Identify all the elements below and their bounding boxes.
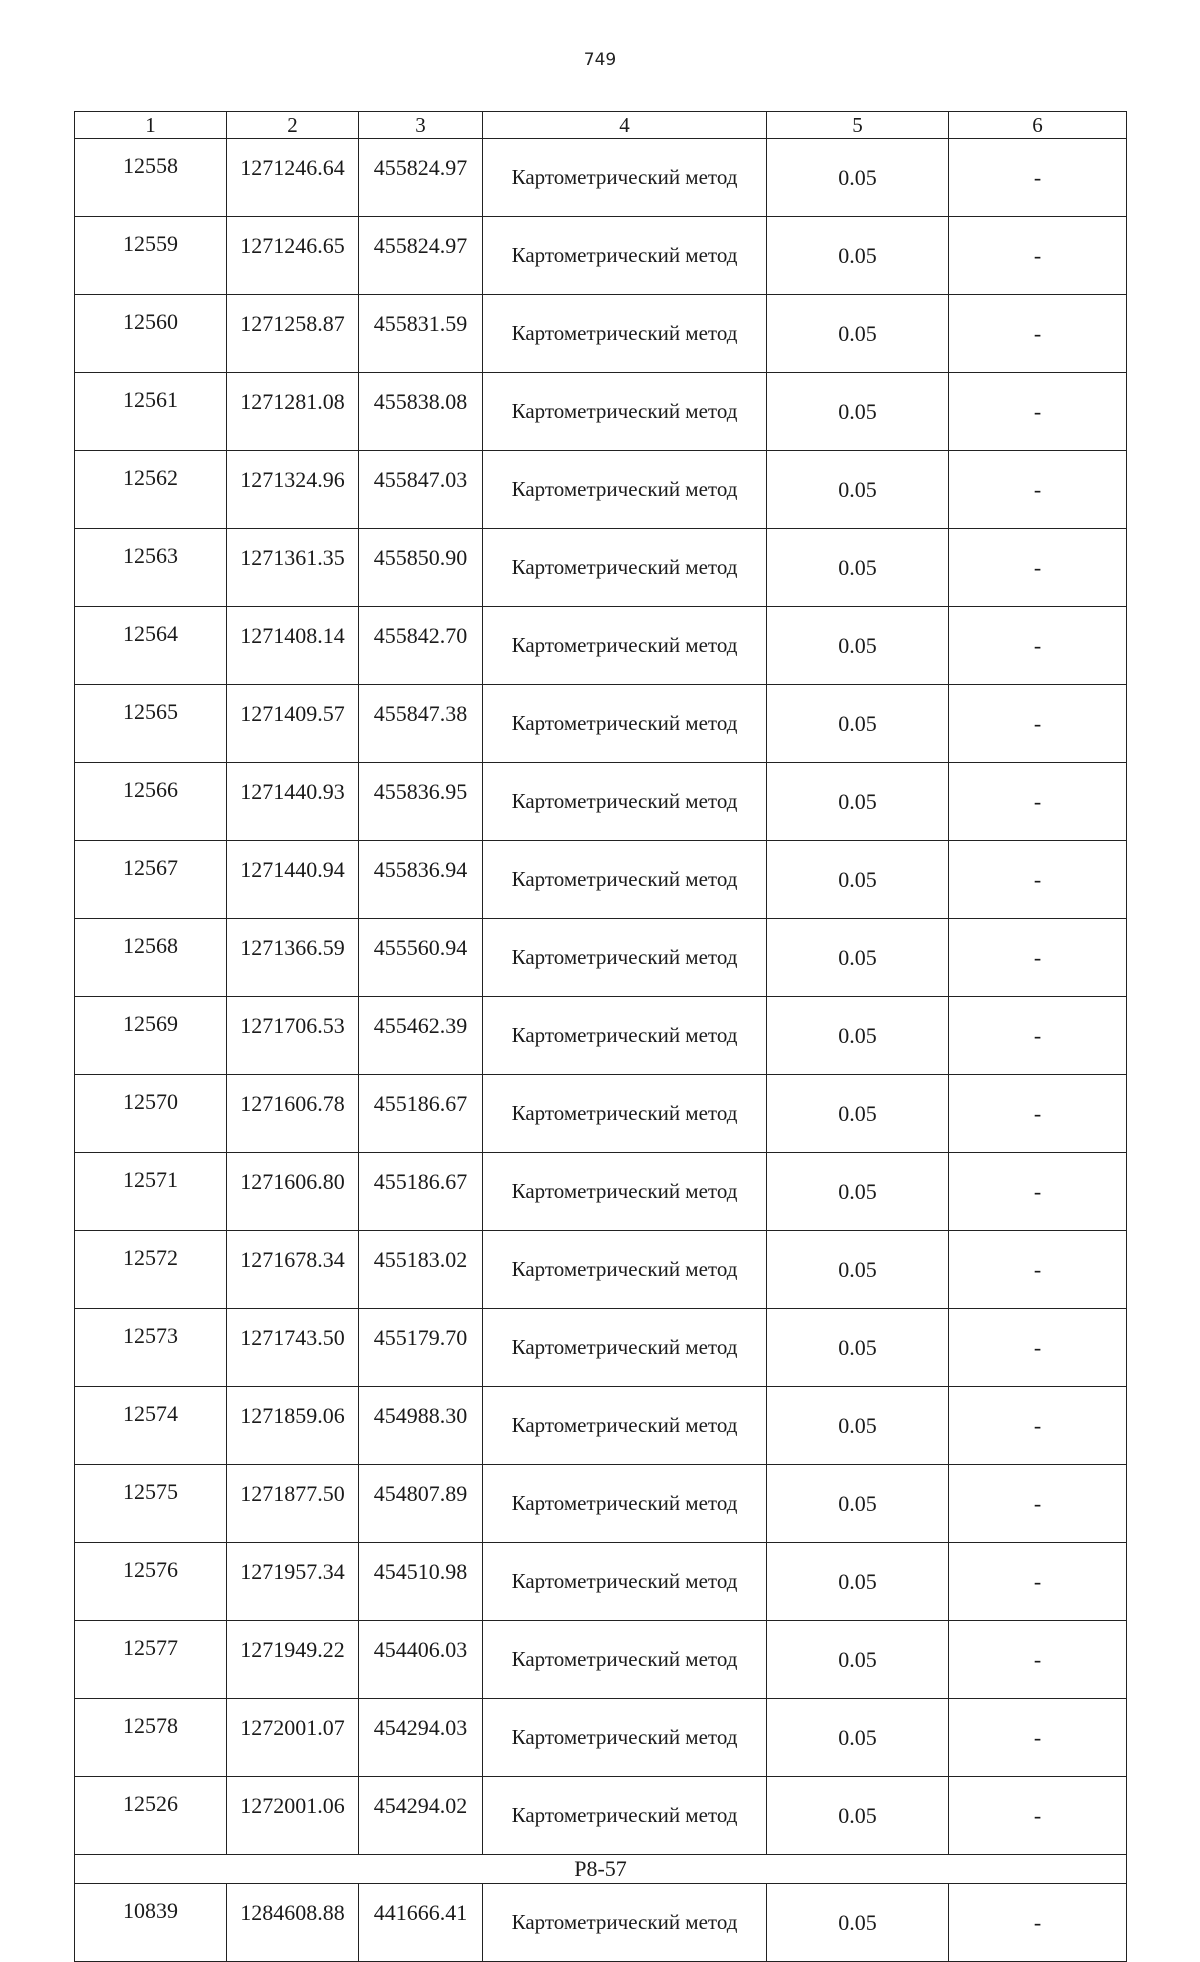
note-cell: - [949,607,1127,685]
accuracy-cell: 0.05 [767,1621,949,1699]
method-cell: Картометрический метод [483,1777,767,1855]
method-cell: Картометрический метод [483,607,767,685]
method-cell: Картометрический метод [483,1387,767,1465]
y-coordinate-cell: 455186.67 [359,1153,483,1231]
note-cell: - [949,1231,1127,1309]
note-cell: - [949,1465,1127,1543]
table-row [75,529,1127,607]
point-number-cell: 12570 [75,1075,227,1153]
method-cell: Картометрический метод [483,1309,767,1387]
accuracy-cell: 0.05 [767,139,949,217]
x-coordinate-cell: 1271606.78 [227,1075,359,1153]
y-coordinate-cell: 455847.38 [359,685,483,763]
y-coordinate-cell: 454510.98 [359,1543,483,1621]
point-number-cell: 12578 [75,1699,227,1777]
x-coordinate-cell: 1271706.53 [227,997,359,1075]
method-cell: Картометрический метод [483,685,767,763]
table-row [75,1465,1127,1543]
x-coordinate-cell: 1284608.88 [227,1884,359,1962]
point-number-cell: 12567 [75,841,227,919]
note-cell: - [949,1884,1127,1962]
table-row [75,1153,1127,1231]
x-coordinate-cell: 1271440.94 [227,841,359,919]
point-number-cell: 12569 [75,997,227,1075]
x-coordinate-cell: 1271678.34 [227,1231,359,1309]
table-row [75,1231,1127,1309]
x-coordinate-cell: 1272001.06 [227,1777,359,1855]
point-number-cell: 12572 [75,1231,227,1309]
y-coordinate-cell: 454406.03 [359,1621,483,1699]
x-coordinate-cell: 1271361.35 [227,529,359,607]
method-cell: Картометрический метод [483,451,767,529]
table-row [75,919,1127,997]
point-number-cell: 10839 [75,1884,227,1962]
accuracy-cell: 0.05 [767,373,949,451]
method-cell: Картометрический метод [483,841,767,919]
note-cell: - [949,1543,1127,1621]
point-number-cell: 12573 [75,1309,227,1387]
column-header: 6 [949,112,1127,139]
y-coordinate-cell: 455183.02 [359,1231,483,1309]
point-number-cell: 12563 [75,529,227,607]
x-coordinate-cell: 1271859.06 [227,1387,359,1465]
accuracy-cell: 0.05 [767,1884,949,1962]
note-cell: - [949,1075,1127,1153]
table-row [75,217,1127,295]
column-header: 5 [767,112,949,139]
point-number-cell: 12526 [75,1777,227,1855]
accuracy-cell: 0.05 [767,841,949,919]
coordinates-table [74,111,1127,1962]
note-cell: - [949,451,1127,529]
note-cell: - [949,529,1127,607]
y-coordinate-cell: 454294.02 [359,1777,483,1855]
method-cell: Картометрический метод [483,295,767,373]
x-coordinate-cell: 1271743.50 [227,1309,359,1387]
table-row [75,373,1127,451]
accuracy-cell: 0.05 [767,1465,949,1543]
note-cell: - [949,763,1127,841]
method-cell: Картометрический метод [483,919,767,997]
note-cell: - [949,841,1127,919]
y-coordinate-cell: 454988.30 [359,1387,483,1465]
point-number-cell: 12558 [75,139,227,217]
note-cell: - [949,685,1127,763]
method-cell: Картометрический метод [483,1231,767,1309]
method-cell: Картометрический метод [483,763,767,841]
accuracy-cell: 0.05 [767,1699,949,1777]
table-row [75,1309,1127,1387]
accuracy-cell: 0.05 [767,451,949,529]
x-coordinate-cell: 1271957.34 [227,1543,359,1621]
section-row [75,1855,1127,1884]
accuracy-cell: 0.05 [767,607,949,685]
method-cell: Картометрический метод [483,1075,767,1153]
y-coordinate-cell: 454807.89 [359,1465,483,1543]
table-row [75,1777,1127,1855]
point-number-cell: 12566 [75,763,227,841]
point-number-cell: 12560 [75,295,227,373]
accuracy-cell: 0.05 [767,217,949,295]
method-cell: Картометрический метод [483,997,767,1075]
y-coordinate-cell: 455824.97 [359,217,483,295]
method-cell: Картометрический метод [483,373,767,451]
method-cell: Картометрический метод [483,1543,767,1621]
x-coordinate-cell: 1271258.87 [227,295,359,373]
method-cell: Картометрический метод [483,1621,767,1699]
y-coordinate-cell: 454294.03 [359,1699,483,1777]
point-number-cell: 12571 [75,1153,227,1231]
y-coordinate-cell: 455847.03 [359,451,483,529]
point-number-cell: 12577 [75,1621,227,1699]
note-cell: - [949,919,1127,997]
accuracy-cell: 0.05 [767,763,949,841]
method-cell: Картометрический метод [483,1153,767,1231]
table-row [75,685,1127,763]
note-cell: - [949,1309,1127,1387]
table-row [75,1699,1127,1777]
table-row [75,763,1127,841]
x-coordinate-cell: 1271281.08 [227,373,359,451]
section-label: Р8-57 [75,1855,1127,1884]
page-number: 749 [583,50,617,70]
x-coordinate-cell: 1271246.64 [227,139,359,217]
note-cell: - [949,295,1127,373]
point-number-cell: 12562 [75,451,227,529]
point-number-cell: 12559 [75,217,227,295]
point-number-cell: 12574 [75,1387,227,1465]
accuracy-cell: 0.05 [767,295,949,373]
y-coordinate-cell: 455462.39 [359,997,483,1075]
accuracy-cell: 0.05 [767,1387,949,1465]
note-cell: - [949,217,1127,295]
note-cell: - [949,1153,1127,1231]
y-coordinate-cell: 455836.94 [359,841,483,919]
point-number-cell: 12564 [75,607,227,685]
table-row [75,1387,1127,1465]
method-cell: Картометрический метод [483,139,767,217]
note-cell: - [949,373,1127,451]
accuracy-cell: 0.05 [767,685,949,763]
x-coordinate-cell: 1271246.65 [227,217,359,295]
x-coordinate-cell: 1271949.22 [227,1621,359,1699]
method-cell: Картометрический метод [483,1699,767,1777]
x-coordinate-cell: 1271324.96 [227,451,359,529]
y-coordinate-cell: 455560.94 [359,919,483,997]
column-header: 2 [227,112,359,139]
table-row [75,1543,1127,1621]
x-coordinate-cell: 1271408.14 [227,607,359,685]
table-row [75,1075,1127,1153]
note-cell: - [949,1699,1127,1777]
point-number-cell: 12576 [75,1543,227,1621]
note-cell: - [949,1777,1127,1855]
y-coordinate-cell: 455838.08 [359,373,483,451]
table-row [75,841,1127,919]
x-coordinate-cell: 1271606.80 [227,1153,359,1231]
note-cell: - [949,139,1127,217]
point-number-cell: 12561 [75,373,227,451]
table-row [75,1621,1127,1699]
x-coordinate-cell: 1271877.50 [227,1465,359,1543]
table-row [75,1884,1127,1962]
point-number-cell: 12575 [75,1465,227,1543]
method-cell: Картометрический метод [483,529,767,607]
accuracy-cell: 0.05 [767,1075,949,1153]
table-row [75,607,1127,685]
note-cell: - [949,1621,1127,1699]
accuracy-cell: 0.05 [767,1543,949,1621]
point-number-cell: 12568 [75,919,227,997]
note-cell: - [949,1387,1127,1465]
point-number-cell: 12565 [75,685,227,763]
accuracy-cell: 0.05 [767,1777,949,1855]
accuracy-cell: 0.05 [767,1231,949,1309]
y-coordinate-cell: 441666.41 [359,1884,483,1962]
y-coordinate-cell: 455179.70 [359,1309,483,1387]
x-coordinate-cell: 1271366.59 [227,919,359,997]
method-cell: Картометрический метод [483,1465,767,1543]
accuracy-cell: 0.05 [767,1309,949,1387]
accuracy-cell: 0.05 [767,997,949,1075]
accuracy-cell: 0.05 [767,529,949,607]
table-row [75,997,1127,1075]
y-coordinate-cell: 455186.67 [359,1075,483,1153]
table-row [75,451,1127,529]
table-row [75,295,1127,373]
method-cell: Картометрический метод [483,217,767,295]
column-header: 1 [75,112,227,139]
x-coordinate-cell: 1271440.93 [227,763,359,841]
method-cell: Картометрический метод [483,1884,767,1962]
y-coordinate-cell: 455842.70 [359,607,483,685]
accuracy-cell: 0.05 [767,1153,949,1231]
note-cell: - [949,997,1127,1075]
y-coordinate-cell: 455850.90 [359,529,483,607]
x-coordinate-cell: 1271409.57 [227,685,359,763]
y-coordinate-cell: 455824.97 [359,139,483,217]
x-coordinate-cell: 1272001.07 [227,1699,359,1777]
y-coordinate-cell: 455836.95 [359,763,483,841]
table-header-row [75,112,1127,139]
column-header: 3 [359,112,483,139]
accuracy-cell: 0.05 [767,919,949,997]
column-header: 4 [483,112,767,139]
y-coordinate-cell: 455831.59 [359,295,483,373]
table-row [75,139,1127,217]
